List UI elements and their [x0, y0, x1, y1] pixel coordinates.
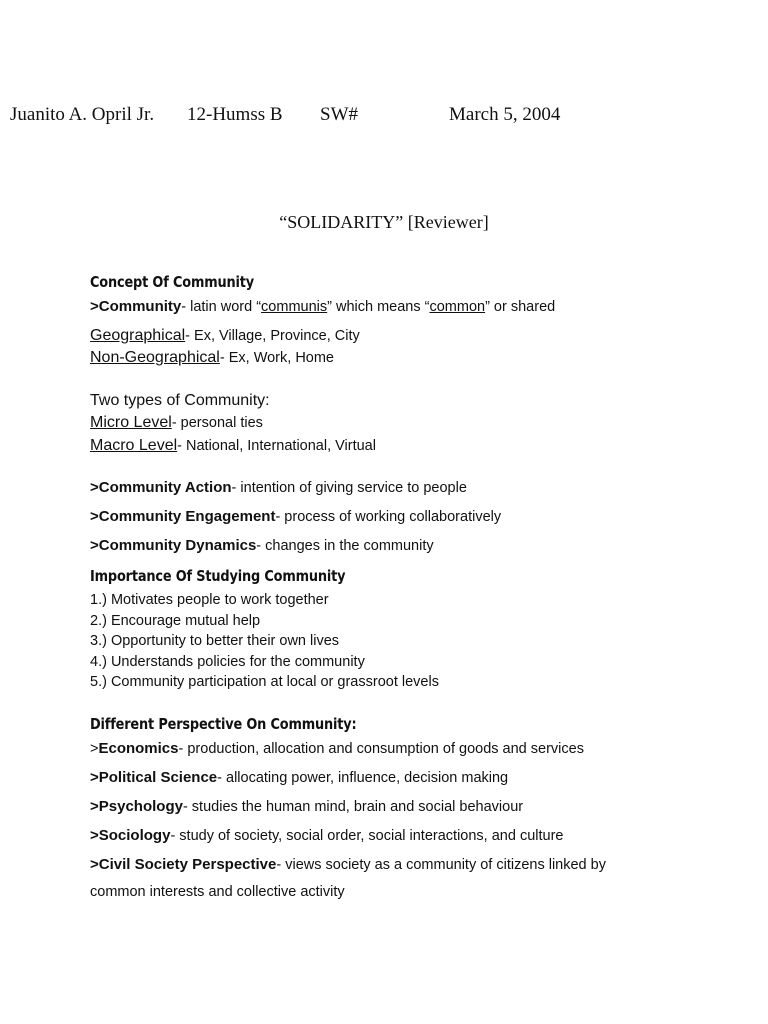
list-item: 5.) Community participation at local or grassroot levels [90, 674, 439, 690]
community-engagement-line [90, 507, 501, 527]
community-dynamics-line [90, 536, 434, 556]
macro-level-term: Macro Level [90, 437, 178, 454]
community-engagement-term: >Community Engagement [90, 508, 276, 525]
community-definition [90, 297, 555, 317]
economics-def: - production, allocation and consumption of goods and services [178, 741, 584, 757]
community-dynamics-def: - changes in the community [256, 538, 434, 554]
economics-prefix: > [90, 741, 99, 757]
communis-word: communis [261, 299, 328, 315]
non-geographical-line [90, 348, 334, 368]
civil-society-line [90, 855, 606, 875]
non-geographical-def: - Ex, Work, Home [219, 350, 334, 366]
class-section: 12-Humss B [187, 104, 283, 125]
micro-level-line [90, 413, 263, 433]
sociology-def: - study of society, social order, social interactions, and culture [170, 828, 564, 844]
macro-level-line [90, 436, 376, 456]
list-item: 2.) Encourage mutual help [90, 612, 261, 629]
community-def-part: ” or shared [485, 299, 556, 315]
economics-term: Economics [98, 740, 179, 757]
document-title: “SOLIDARITY” [Reviewer] [279, 212, 489, 232]
political-science-term: >Political Science [90, 769, 218, 786]
psychology-line [90, 797, 523, 817]
importance-heading: Importance Of Studying Community [90, 567, 346, 585]
psychology-term: >Psychology [90, 798, 183, 815]
importance-list [90, 590, 439, 693]
types-label: Two types of Community: [90, 392, 270, 409]
geographical-def: - Ex, Village, Province, City [185, 328, 360, 344]
community-action-line [90, 478, 467, 498]
community-action-def: - intention of giving service to people [231, 480, 467, 496]
concept-heading: Concept Of Community [90, 273, 255, 291]
micro-level-def: - personal ties [171, 415, 263, 431]
community-def-part: - latin word “ [181, 299, 262, 315]
list-item: 3.) Opportunity to better their own lives [90, 633, 340, 649]
political-science-line [90, 768, 508, 788]
micro-level-term: Micro Level [90, 414, 172, 431]
geographical-line [90, 326, 360, 346]
civil-society-def-continued: common interests and collective activity [90, 884, 345, 900]
psychology-def: - studies the human mind, brain and social behaviour [182, 799, 524, 815]
document-date: March 5, 2004 [449, 104, 561, 125]
community-dynamics-term: >Community Dynamics [90, 537, 257, 554]
community-term: >Community [90, 298, 182, 315]
perspectives-heading: Different Perspective On Community: [90, 715, 357, 733]
geographical-term: Geographical [90, 327, 186, 344]
community-def-part: ” which means “ [327, 299, 430, 315]
political-science-def: - allocating power, influence, decision making [217, 770, 509, 786]
seatwork-number: SW# [320, 104, 358, 125]
community-action-term: >Community Action [90, 479, 232, 496]
macro-level-def: - National, International, Virtual [177, 438, 376, 454]
sociology-line [90, 826, 563, 846]
non-geographical-term: Non-Geographical [90, 349, 220, 366]
civil-society-def: - views society as a community of citizens linked by [276, 857, 606, 873]
civil-society-term: >Civil Society Perspective [90, 856, 277, 873]
common-word: common [429, 299, 486, 315]
list-item: 1.) Motivates people to work together [90, 592, 329, 608]
community-engagement-def: - process of working collaboratively [275, 509, 502, 525]
list-item: 4.) Understands policies for the community [90, 653, 365, 670]
student-name: Juanito A. Opril Jr. [10, 104, 155, 125]
sociology-term: >Sociology [90, 827, 171, 844]
economics-line [90, 739, 584, 759]
